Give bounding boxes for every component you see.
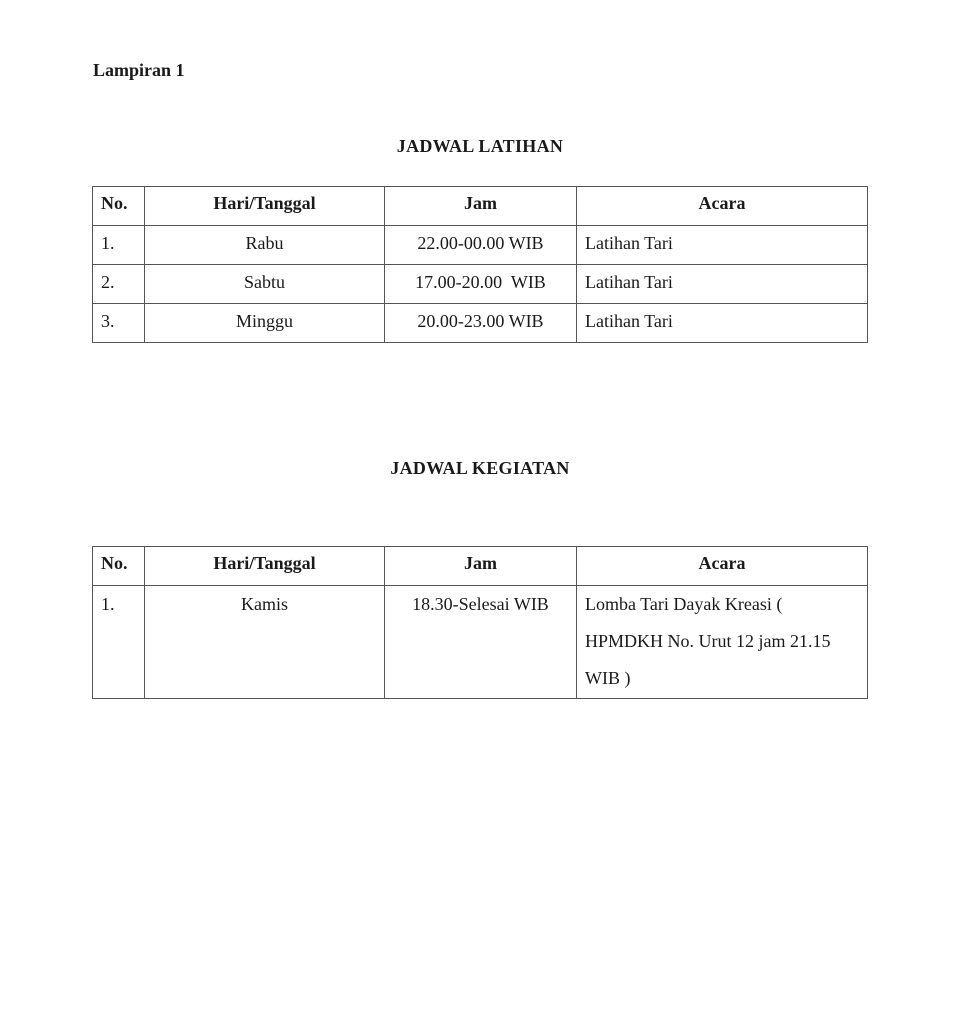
cell-acara: Latihan Tari <box>577 265 868 304</box>
cell-jam: 17.00-20.00 WIB <box>385 265 577 304</box>
cell-acara: Latihan Tari <box>577 304 868 343</box>
cell-hari: Minggu <box>145 304 385 343</box>
table-row <box>93 304 868 343</box>
cell-jam: 22.00-00.00 WIB <box>385 226 577 265</box>
training-schedule-table <box>92 186 868 343</box>
cell-no: 1. <box>93 586 145 699</box>
header-no: No. <box>93 187 145 226</box>
cell-jam: 20.00-23.00 WIB <box>385 304 577 343</box>
table-row <box>93 226 868 265</box>
header-acara: Acara <box>577 187 868 226</box>
training-schedule-title: JADWAL LATIHAN <box>396 136 564 156</box>
header-no: No. <box>93 547 145 586</box>
header-hari-tanggal: Hari/Tanggal <box>145 547 385 586</box>
header-jam: Jam <box>385 187 577 226</box>
table-header-row <box>93 547 868 586</box>
attachment-label: Lampiran 1 <box>93 60 185 80</box>
cell-acara: Latihan Tari <box>577 226 868 265</box>
cell-hari: Kamis <box>145 586 385 699</box>
cell-hari: Rabu <box>145 226 385 265</box>
activity-schedule-title: JADWAL KEGIATAN <box>390 458 570 478</box>
cell-acara: Lomba Tari Dayak Kreasi ( HPMDKH No. Urut 12 jam 21.15 WIB ) <box>577 586 868 699</box>
cell-no: 3. <box>93 304 145 343</box>
activity-schedule-table <box>92 546 868 699</box>
header-hari-tanggal: Hari/Tanggal <box>145 187 385 226</box>
table-row <box>93 586 868 699</box>
cell-hari: Sabtu <box>145 265 385 304</box>
header-acara: Acara <box>577 547 868 586</box>
cell-no: 2. <box>93 265 145 304</box>
table-row <box>93 265 868 304</box>
header-jam: Jam <box>385 547 577 586</box>
cell-jam: 18.30-Selesai WIB <box>385 586 577 699</box>
table-header-row <box>93 187 868 226</box>
cell-no: 1. <box>93 226 145 265</box>
